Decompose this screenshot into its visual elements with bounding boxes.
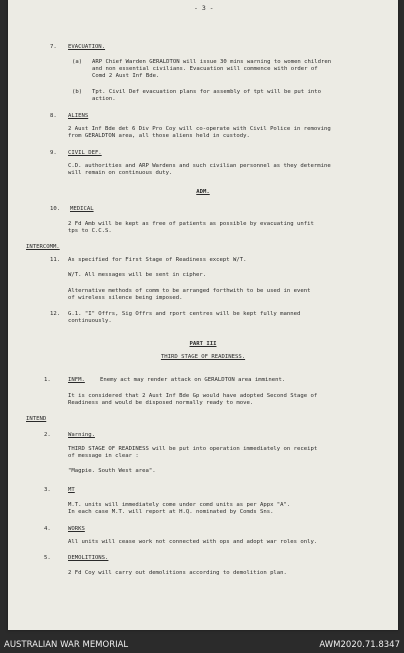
- part3-2-line-1: THIRD STAGE OF READINESS will be put into operation immediately on receipt: [68, 446, 318, 452]
- section-7a-line-3: Comd 2 Aust Inf Bde.: [92, 73, 160, 79]
- intercomm-heading: INTERCOMM.: [26, 244, 60, 250]
- section-11-line-4: of wireless silence being imposed.: [68, 295, 183, 301]
- part3-2-line-2: of message in clear :: [68, 453, 139, 459]
- section-10-line-2: tps to C.C.S.: [68, 228, 112, 234]
- section-8-heading: ALIENS: [68, 113, 89, 119]
- part-heading: PART III: [189, 341, 217, 347]
- section-10-number: 10.: [50, 206, 61, 212]
- section-7b-line-1: Tpt. Civil Def evacuation plans for assembly of tpt will be put into: [92, 89, 322, 95]
- section-11-number: 11.: [50, 257, 61, 263]
- footer-accession-number: AWM2020.71.8347: [319, 640, 400, 650]
- section-11-line-2: W/T. All messages will be sent in cipher.: [68, 272, 207, 278]
- section-7-heading: EVACUATION.: [68, 44, 106, 50]
- part3-1-heading: INFM.: [68, 377, 85, 383]
- part3-2-code-phrase: "Magpie. South West area".: [68, 468, 156, 474]
- section-12-line-2: continuously.: [68, 318, 112, 324]
- part3-3-number: 3.: [44, 487, 51, 493]
- part3-1-line-3: Readiness and would be disposed normally ready to move.: [68, 400, 254, 406]
- section-11-line-1: As specified for First Stage of Readiness except W/T.: [68, 257, 247, 263]
- part3-4-heading: WORKS: [68, 526, 85, 532]
- section-9-number: 9.: [50, 150, 57, 156]
- part3-3-line-1: M.T. units will immediately come under comd units as per Appx "A".: [68, 502, 291, 508]
- section-7b-line-2: action.: [92, 96, 116, 102]
- part3-5-number: 5.: [44, 555, 51, 561]
- section-8-line-1: 2 Aust Inf Bde det 6 Div Pro Coy will co-operate with Civil Police in removing: [68, 126, 331, 132]
- stage-heading: THIRD STAGE OF READINESS.: [160, 354, 246, 360]
- section-10-heading: MEDICAL: [70, 206, 94, 212]
- part3-5-line-1: 2 Fd Coy will carry out demolitions according to demolition plan.: [68, 570, 287, 576]
- part3-5-heading: DEMOLITIONS.: [68, 555, 109, 561]
- section-11-line-3: Alternative methods of comm to be arranged forthwith to be used in event: [68, 288, 311, 294]
- section-12-number: 12.: [50, 311, 61, 317]
- section-7a-line-2: and non essential civilians. Evacuation will commence with order of: [92, 66, 318, 72]
- part3-3-heading: MT: [68, 487, 75, 493]
- adm-heading: ADM.: [196, 189, 210, 195]
- part3-2-heading: Warning.: [68, 432, 95, 438]
- section-9-heading: CIVIL DEF.: [68, 150, 102, 156]
- section-7a-label: (a): [72, 59, 83, 65]
- section-7a-line-1: ARP Chief Warden GERALDTON will issue 30 mins warning to women children: [92, 59, 332, 65]
- section-10-line-1: 2 Fd Amb will be kept as free of patients as possible by evacuating unfit: [68, 221, 314, 227]
- document-page: [8, 0, 398, 630]
- section-12-line-1: G.1. "I" Offrs, Sig Offrs and rport centres will be kept fully manned: [68, 311, 301, 317]
- section-7-number: 7.: [50, 44, 57, 50]
- intend-heading: INTEND: [26, 416, 47, 422]
- part3-1-line-1: Enemy act may render attack on GERALDTON area imminent.: [100, 377, 286, 383]
- part3-3-line-2: In each case M.T. will report at H.Q. nominated by Comds Sns.: [68, 509, 274, 515]
- page-number: - 3 -: [194, 4, 214, 12]
- part3-2-number: 2.: [44, 432, 51, 438]
- section-9-line-1: C.D. authorities and ARP Wardens and such civilian personnel as they determine: [68, 163, 331, 169]
- part3-4-line-1: All units will cease work not connected with ops and adopt war roles only.: [68, 539, 318, 545]
- section-8-number: 8.: [50, 113, 57, 119]
- archive-footer: [0, 638, 404, 653]
- section-8-line-2: from GERALDTON area, all those aliens held in custody.: [68, 133, 250, 139]
- part3-1-line-2: It is considered that 2 Aust Inf Bde Gp would have adopted Second Stage of: [68, 393, 318, 399]
- section-9-line-2: will remain on continuous duty.: [68, 170, 173, 176]
- part3-1-number: 1.: [44, 377, 51, 383]
- part3-4-number: 4.: [44, 526, 51, 532]
- footer-institution: AUSTRALIAN WAR MEMORIAL: [4, 640, 129, 650]
- section-7b-label: (b): [72, 89, 83, 95]
